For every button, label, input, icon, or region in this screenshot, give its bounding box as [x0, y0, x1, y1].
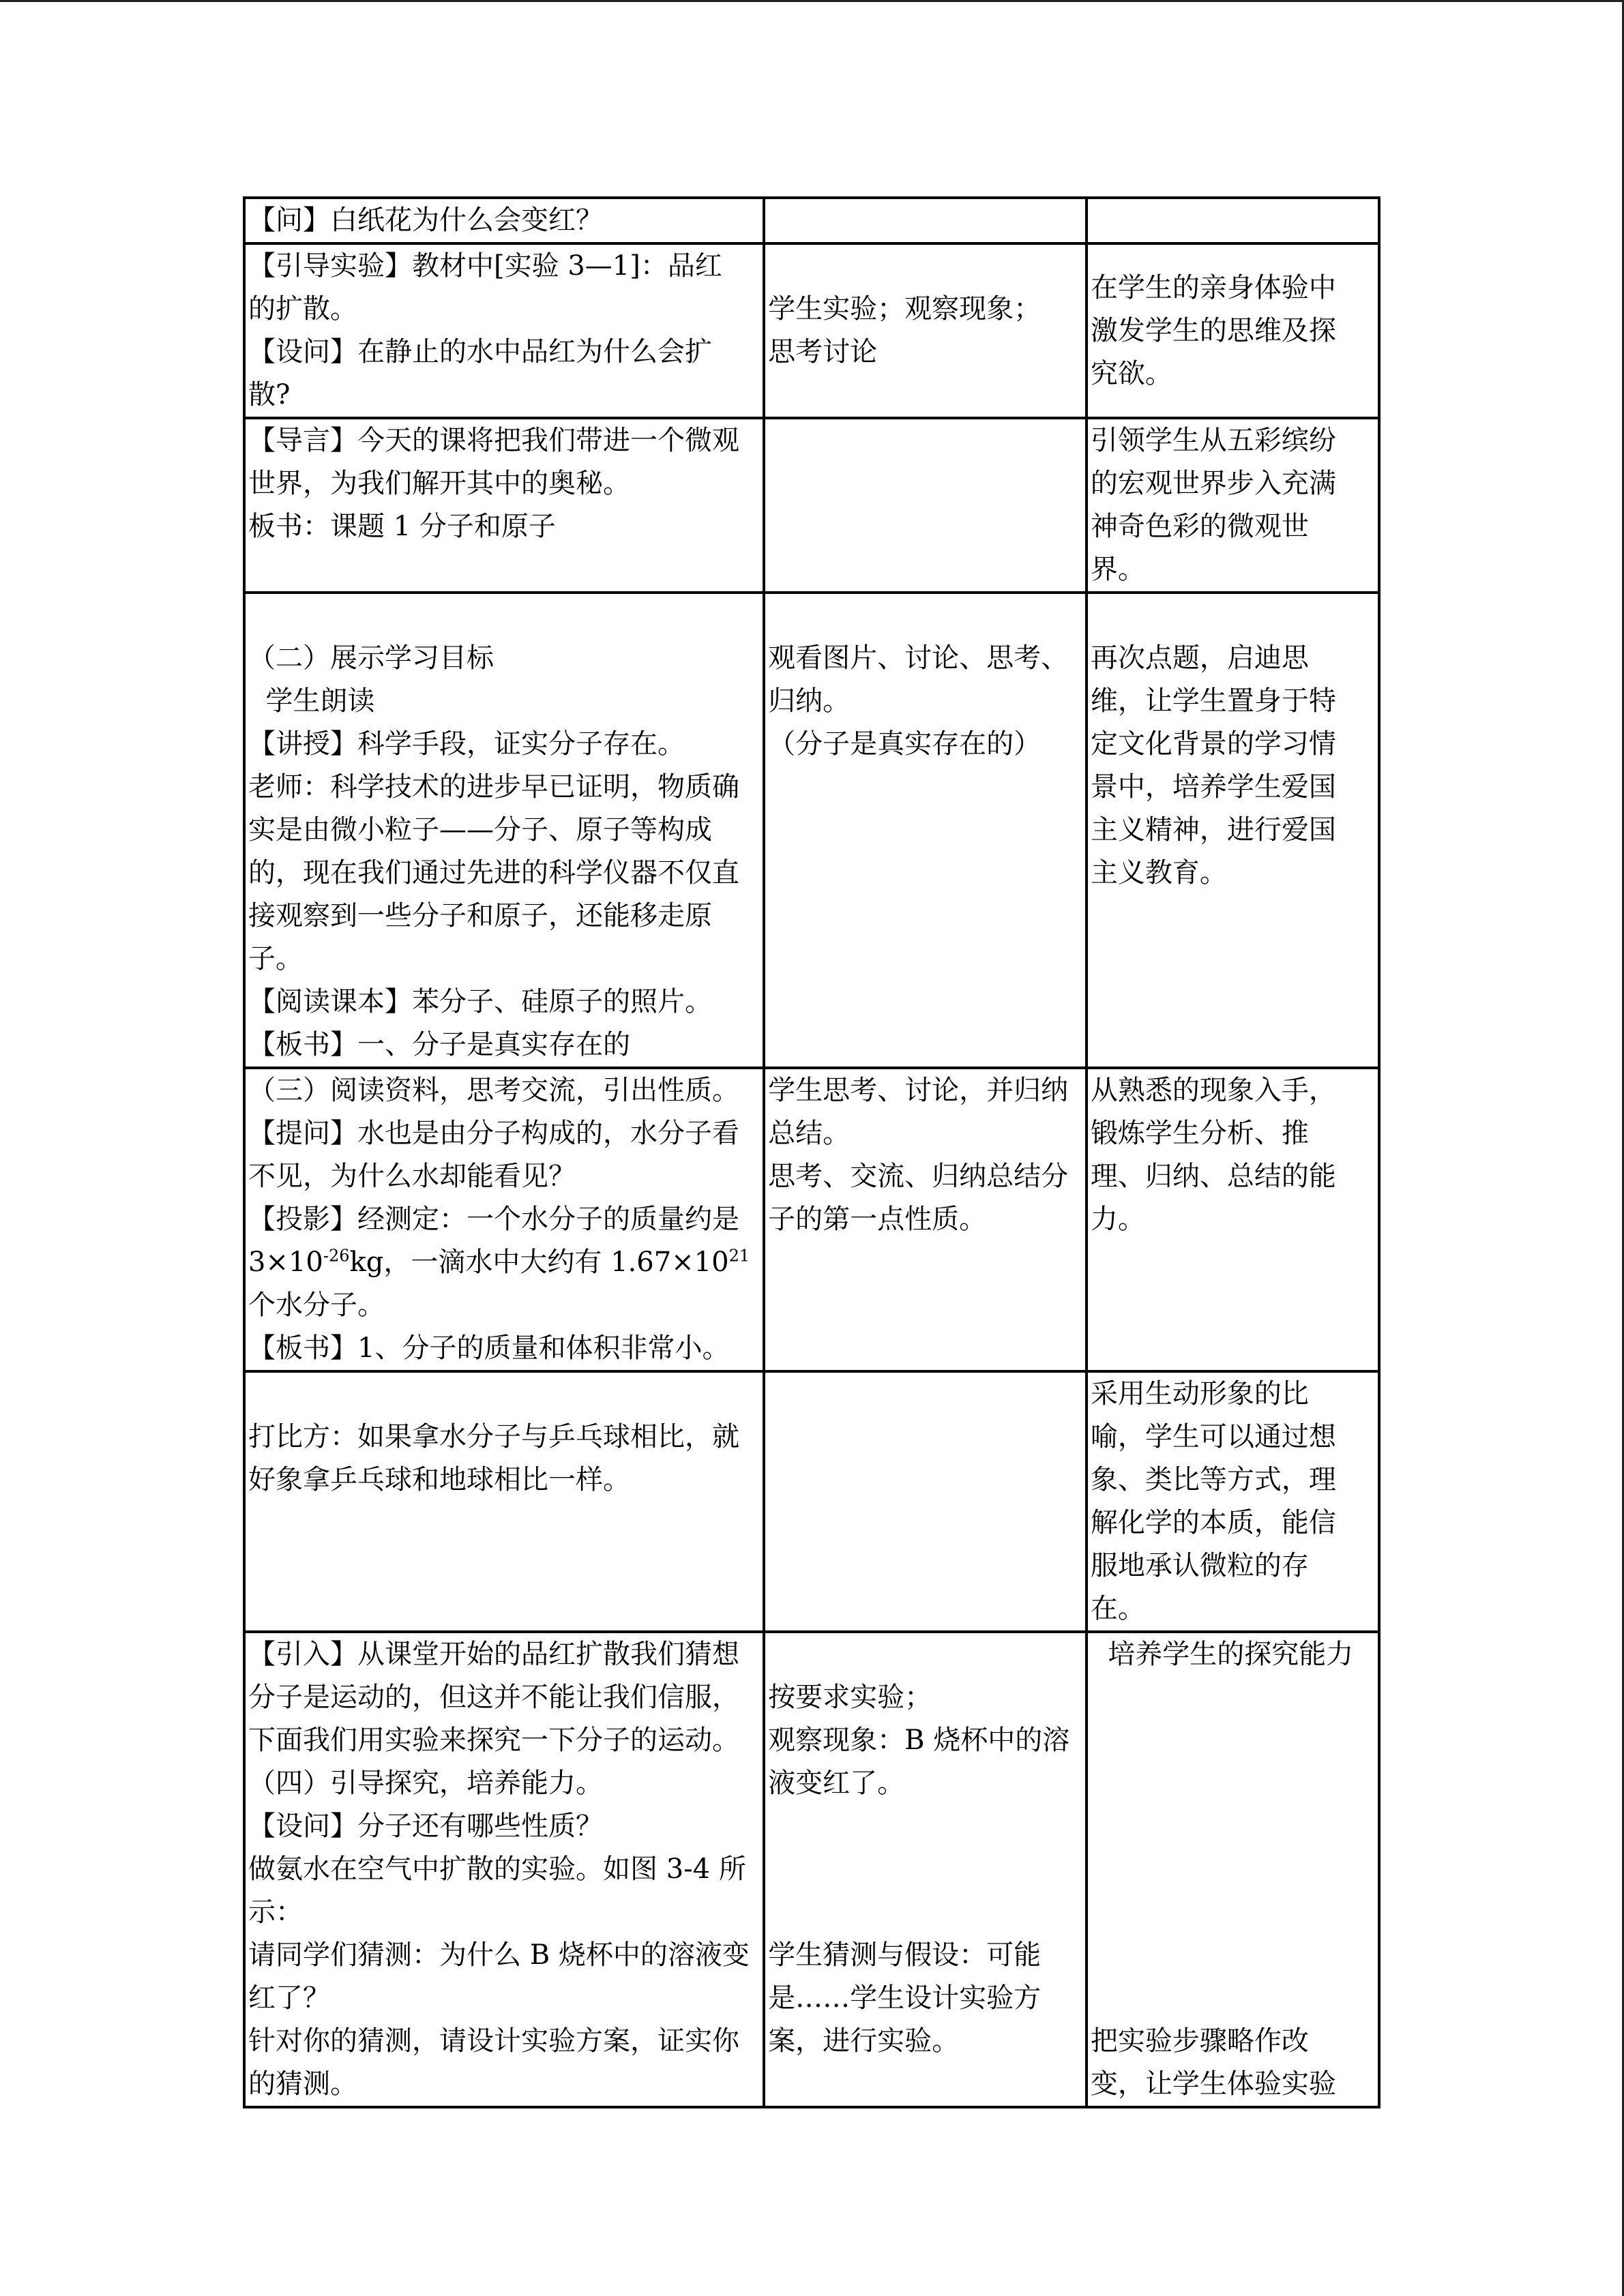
cell-line: 主义教育。: [1090, 857, 1227, 889]
cell-line: 板书：课题 1 分子和原子: [248, 511, 556, 542]
cell-line: （分子是真实存在的）: [768, 728, 1042, 760]
table-row: [244, 593, 1379, 1068]
cell-line: 【问】白纸花为什么会变红？: [248, 205, 603, 236]
cell-line: 【引入】从课堂开始的品红扩散我们猜想: [248, 1639, 739, 1670]
cell-line: 喻，学生可以通过想: [1090, 1421, 1336, 1452]
table-row: [244, 1068, 1379, 1371]
teacher-activity-cell: [244, 243, 764, 418]
cell-line: 【提问】水也是由分子构成的，水分子看: [248, 1118, 739, 1149]
cell-line: 【投影】经测定：一个水分子的质量约是: [248, 1204, 739, 1235]
lesson-plan-table: [243, 196, 1381, 2108]
cell-line: 散?: [248, 379, 291, 411]
cell-line: 定文化背景的学习情: [1090, 728, 1336, 760]
cell-line: 变，让学生体验实验: [1090, 2068, 1336, 2100]
teacher-activity-cell: [244, 1068, 764, 1371]
student-activity-cell: [764, 243, 1087, 418]
teacher-activity-cell: [244, 198, 764, 243]
cell-line: 子。: [248, 943, 303, 974]
cell-line: 归纳。: [768, 685, 851, 717]
cell-line: 【导言】今天的课将把我们带进一个微观: [248, 425, 739, 456]
table-row: [244, 418, 1379, 593]
cell-line: 个水分子。: [248, 1289, 385, 1321]
design-intent-cell: [1087, 198, 1379, 243]
cell-line: 的宏观世界步入充满: [1090, 468, 1336, 499]
cell-line: 【板书】一、分子是真实存在的: [248, 1029, 630, 1060]
count-exponent: 21: [728, 1246, 750, 1266]
cell-line: 老师：科学技术的进步早已证明，物质确: [248, 771, 739, 803]
student-activity-cell: [764, 593, 1087, 1068]
cell-line: 的猜测。: [248, 2068, 357, 2100]
cell-line: 按要求实验；: [768, 1682, 932, 1713]
cell-line: 【讲授】科学手段，证实分子存在。: [248, 728, 685, 760]
cell-line: 【阅读课本】苯分子、硅原子的照片。: [248, 986, 712, 1017]
cell-line: 解化学的本质，能信: [1090, 1507, 1336, 1538]
cell-line: 培养学生的探究能力: [1090, 1639, 1354, 1670]
design-intent-cell: [1087, 1632, 1379, 2107]
table-row: [244, 1371, 1379, 1632]
design-intent-cell: [1087, 1068, 1379, 1371]
cell-line: 针对你的猜测，请设计实验方案，证实你: [248, 2025, 739, 2057]
page-top-rule: [0, 0, 1624, 2]
table-row: [244, 243, 1379, 418]
mass-exponent: -26: [323, 1246, 350, 1266]
cell-line: 做氨水在空气中扩散的实验。如图 3-4 所: [248, 1853, 746, 1885]
cell-line: 锻炼学生分析、推: [1090, 1118, 1309, 1149]
cell-line: 好象拿乒乓球和地球相比一样。: [248, 1464, 630, 1495]
teacher-activity-cell: [244, 1632, 764, 2107]
cell-line: [248, 1241, 760, 1284]
cell-line: 思考、交流、归纳总结分: [768, 1161, 1069, 1192]
cell-line: 液变红了。: [768, 1768, 905, 1799]
cell-line: 学生实验；观察现象；: [768, 293, 1042, 325]
cell-line: 激发学生的思维及探: [1090, 314, 1336, 346]
cell-line: 红了？: [248, 1982, 330, 2014]
cell-line: 实是由微小粒子——分子、原子等构成: [248, 814, 712, 846]
cell-line: 再次点题，启迪思: [1090, 642, 1309, 674]
cell-line: 学生朗读: [248, 685, 375, 717]
design-intent-cell: [1087, 243, 1379, 418]
design-intent-cell: [1087, 418, 1379, 593]
cell-line: 【板书】1、分子的质量和体积非常小。: [248, 1332, 730, 1364]
cell-line: 神奇色彩的微观世: [1090, 511, 1309, 542]
cell-line: 总结。: [768, 1118, 851, 1149]
cell-line: 下面我们用实验来探究一下分子的运动。: [248, 1725, 739, 1756]
cell-line: 打比方：如果拿水分子与乒乓球相比，就: [248, 1421, 739, 1452]
cell-line: 思考讨论: [768, 336, 878, 368]
cell-line: 【设问】在静止的水中品红为什么会扩: [248, 336, 712, 368]
cell-line: 的，现在我们通过先进的科学仪器不仅直: [248, 857, 739, 889]
cell-line: 【设问】分子还有哪些性质？: [248, 1810, 603, 1842]
cell-line: 服地承认微粒的存: [1090, 1550, 1309, 1581]
cell-line: （二）展示学习目标: [248, 642, 494, 674]
cell-line: 接观察到一些分子和原子，还能移走原: [248, 900, 712, 931]
design-intent-cell: [1087, 593, 1379, 1068]
table-row: [244, 1632, 1379, 2107]
cell-line: 是……学生设计实验方: [768, 1982, 1042, 2014]
cell-line: 案，进行实验。: [768, 2025, 960, 2057]
student-activity-cell: [764, 1632, 1087, 2107]
cell-line: 【引导实验】教材中[实验 3—1]：品红: [248, 250, 722, 282]
cell-line: 观察现象：B 烧杯中的溶: [768, 1725, 1070, 1756]
teacher-activity-cell: [244, 418, 764, 593]
cell-line: 把实验步骤略作改: [1090, 2025, 1309, 2057]
cell-line: 子的第一点性质。: [768, 1204, 987, 1235]
cell-line: 象、类比等方式，理: [1090, 1464, 1336, 1495]
student-activity-cell: [764, 418, 1087, 593]
cell-line: 从熟悉的现象入手，: [1090, 1075, 1336, 1106]
cell-line: 在学生的亲身体验中: [1090, 271, 1336, 303]
cell-line: 世界，为我们解开其中的奥秘。: [248, 468, 630, 499]
cell-line: 维，让学生置身于特: [1090, 685, 1336, 717]
cell-line: 采用生动形象的比: [1090, 1378, 1309, 1410]
cell-line: 究欲。: [1090, 357, 1172, 389]
cell-line: 学生猜测与假设：可能: [768, 1939, 1042, 1971]
student-activity-cell: [764, 198, 1087, 243]
cell-line: 引领学生从五彩缤纷: [1090, 425, 1336, 456]
mass-value: 3×10: [248, 1247, 323, 1278]
student-activity-cell: [764, 1371, 1087, 1632]
cell-line: 的扩散。: [248, 293, 357, 325]
teacher-activity-cell: [244, 593, 764, 1068]
cell-line: 界。: [1090, 554, 1145, 585]
cell-line: 分子是运动的，但这并不能让我们信服，: [248, 1682, 739, 1713]
cell-line: （三）阅读资料，思考交流，引出性质。: [248, 1075, 739, 1106]
cell-line: 主义精神，进行爱国: [1090, 814, 1336, 846]
cell-line: 力。: [1090, 1204, 1145, 1235]
table-row: [244, 198, 1379, 243]
design-intent-cell: [1087, 1371, 1379, 1632]
cell-line: 理、归纳、总结的能: [1090, 1161, 1336, 1192]
cell-line: 不见，为什么水却能看见？: [248, 1161, 576, 1192]
count-text: kg，一滴水中大约有 1.67×10: [349, 1247, 729, 1278]
cell-line: 示：: [248, 1896, 303, 1928]
cell-line: （四）引导探究，培养能力。: [248, 1768, 603, 1799]
cell-line: 在。: [1090, 1593, 1145, 1624]
cell-line: 请同学们猜测：为什么 B 烧杯中的溶液变: [248, 1939, 750, 1971]
student-activity-cell: [764, 1068, 1087, 1371]
teacher-activity-cell: [244, 1371, 764, 1632]
cell-line: 景中，培养学生爱国: [1090, 771, 1336, 803]
cell-line: 学生思考、讨论，并归纳: [768, 1075, 1069, 1106]
cell-line: 观看图片、讨论、思考、: [768, 642, 1069, 674]
